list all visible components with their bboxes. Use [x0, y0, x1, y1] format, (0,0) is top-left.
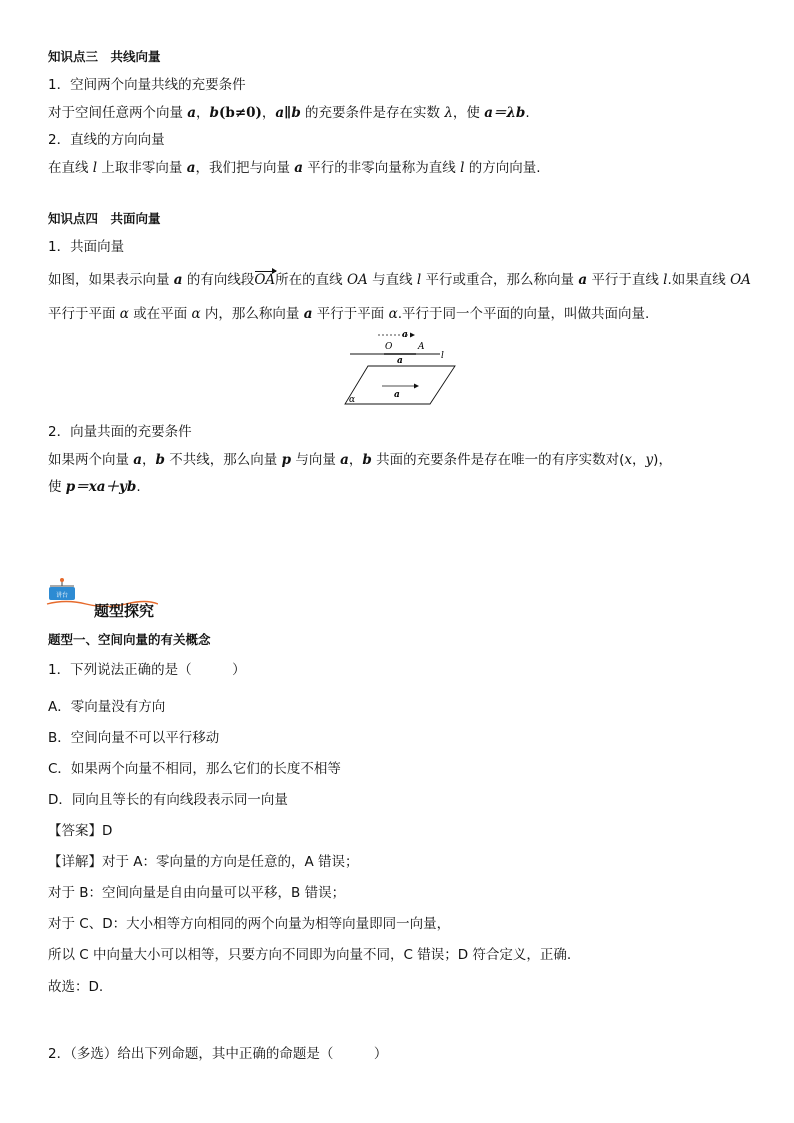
math-equation: p＝xa＋yb — [65, 479, 137, 495]
text-span: ， — [142, 452, 156, 468]
option-d: D．同向且等长的有向线段表示同一向量 — [48, 792, 288, 808]
text-span: 平行于直线 — [587, 272, 664, 288]
vector-a: a — [133, 452, 143, 468]
label-a-top: a — [402, 330, 408, 340]
text-span: 如果两个向量 — [48, 452, 134, 468]
vector-a: a — [187, 105, 197, 121]
vector-a: a — [186, 160, 196, 176]
text-span: . — [136, 479, 141, 495]
math-l: l — [663, 272, 668, 288]
text-span: ， — [196, 105, 210, 121]
section-title-coplanar: 知识点四 共面向量 — [48, 211, 161, 226]
detail-line: 所以 C 中向量大小可以相等，只要方向不同即为向量不同，C 错误；D 符合定义，正确. — [48, 947, 572, 963]
vector-b: b — [362, 452, 372, 468]
vector-a: a — [173, 272, 183, 288]
detail-line: 对于 C、D：大小相等方向相同的两个向量为相等向量即同一向量， — [48, 916, 451, 932]
math-alpha: α — [119, 306, 129, 322]
coplanar-figure — [340, 328, 460, 408]
text-span: 在直线 — [48, 160, 93, 176]
math-l: l — [460, 160, 465, 176]
paragraph-direction-vector — [48, 159, 541, 177]
text-span: 使 — [48, 479, 66, 495]
vector-a: a — [294, 160, 304, 176]
text-span: .平行于同一个平面的向量，叫做共面向量. — [397, 306, 650, 322]
paragraph-collinear-condition — [48, 104, 530, 122]
text-span: 平行或重合，那么称向量 — [421, 272, 579, 288]
label-a-mid: a — [397, 356, 403, 366]
text-span: ，我们把与向量 — [195, 160, 295, 176]
text-span: 如图，如果表示向量 — [48, 272, 174, 288]
label-alpha: α — [349, 395, 356, 405]
math-condition: (b≠0) — [219, 105, 262, 121]
label-a-plane: a — [394, 390, 400, 400]
banner-title: 题型探究 — [94, 602, 155, 620]
math-y: y — [645, 452, 654, 468]
vector-b: b — [155, 452, 165, 468]
paragraph-coplanar-2 — [48, 305, 649, 323]
section-title-collinear: 知识点三 共线向量 — [48, 49, 161, 64]
paragraph-coplanar-1 — [48, 271, 751, 289]
math-l: l — [92, 160, 98, 176]
text-span: . — [525, 105, 530, 121]
text-span: ，使 — [452, 105, 485, 121]
banner-tag: 讲台 — [55, 592, 69, 599]
arrow-head — [414, 384, 419, 389]
math-OA: OA — [730, 272, 751, 288]
arrow-head — [410, 333, 415, 338]
math-lambda: λ — [444, 105, 453, 121]
vector-p: p — [281, 452, 292, 468]
label-l: l — [441, 351, 444, 361]
text-span: ， — [348, 452, 363, 468]
detail-line: 对于 B：空间向量是自由向量可以平移，B 错误； — [48, 885, 346, 901]
detail-line: 【详解】对于 A：零向量的方向是任意的，A 错误； — [48, 854, 359, 870]
subsection-title: 2．直线的方向向量 — [48, 132, 165, 148]
math-l: l — [416, 272, 422, 288]
subsection-title: 1．空间两个向量共线的充要条件 — [48, 77, 246, 93]
vector-OA: OA — [254, 272, 276, 288]
option-b: B．空间向量不可以平行移动 — [48, 730, 220, 746]
paragraph-coplanar-equation — [48, 478, 141, 496]
plane-alpha — [345, 366, 455, 404]
subsection-title: 1．共面向量 — [48, 239, 125, 255]
math-equation: a＝λb — [484, 105, 526, 121]
text-span: 对于空间任意两个向量 — [48, 105, 188, 121]
banner-dot — [60, 578, 64, 582]
math-OA: OA — [346, 272, 368, 288]
text-span: 的方向向量. — [464, 160, 541, 176]
text-span: 平行的非零向量称为直线 — [303, 160, 461, 176]
math-alpha: α — [388, 306, 398, 322]
text-span: ， — [261, 105, 276, 121]
text-span: 所在的直线 — [275, 272, 347, 288]
vector-a: a — [303, 306, 313, 322]
vector-a: a — [340, 452, 349, 468]
text-span: 与直线 — [367, 272, 417, 288]
text-span: 不共线，那么向量 — [165, 452, 282, 468]
vector-a: a — [578, 272, 588, 288]
vector-b: b — [209, 105, 219, 121]
math-x: x — [624, 452, 633, 468]
label-A: A — [418, 342, 425, 352]
option-c: C．如果两个向量不相同，那么它们的长度不相等 — [48, 761, 341, 777]
text-span: .如果直线 — [667, 272, 731, 288]
math-alpha: α — [191, 306, 201, 322]
text-span: 内，那么称向量 — [200, 306, 304, 322]
text-span: 平行于平面 — [312, 306, 389, 322]
detail-conclusion: 故选：D. — [48, 979, 104, 995]
text-span: )， — [653, 452, 672, 468]
question-1: 1．下列说法正确的是（ ） — [48, 662, 246, 678]
type-title: 题型一、空间向量的有关概念 — [48, 632, 211, 647]
text-span: 的充要条件是存在实数 — [300, 105, 445, 121]
text-span: 共面的充要条件是存在唯一的有序实数对( — [371, 452, 625, 468]
subsection-title: 2．向量共面的充要条件 — [48, 424, 192, 440]
text-span: 平行于平面 — [48, 306, 120, 322]
text-span: ， — [632, 452, 646, 468]
text-span: 的有向线段 — [182, 272, 255, 288]
option-a: A．零向量没有方向 — [48, 699, 166, 715]
text-span: 或在平面 — [128, 306, 192, 322]
paragraph-coplanar-condition — [48, 451, 672, 469]
label-O: O — [385, 342, 393, 352]
text-span: 上取非零向量 — [97, 160, 187, 176]
answer: 【答案】D — [48, 823, 113, 839]
question-2: 2．（多选）给出下列命题，其中正确的命题是（ ） — [48, 1046, 388, 1062]
math-parallel: a∥b — [275, 105, 301, 121]
text-span: 与向量 — [291, 452, 341, 468]
